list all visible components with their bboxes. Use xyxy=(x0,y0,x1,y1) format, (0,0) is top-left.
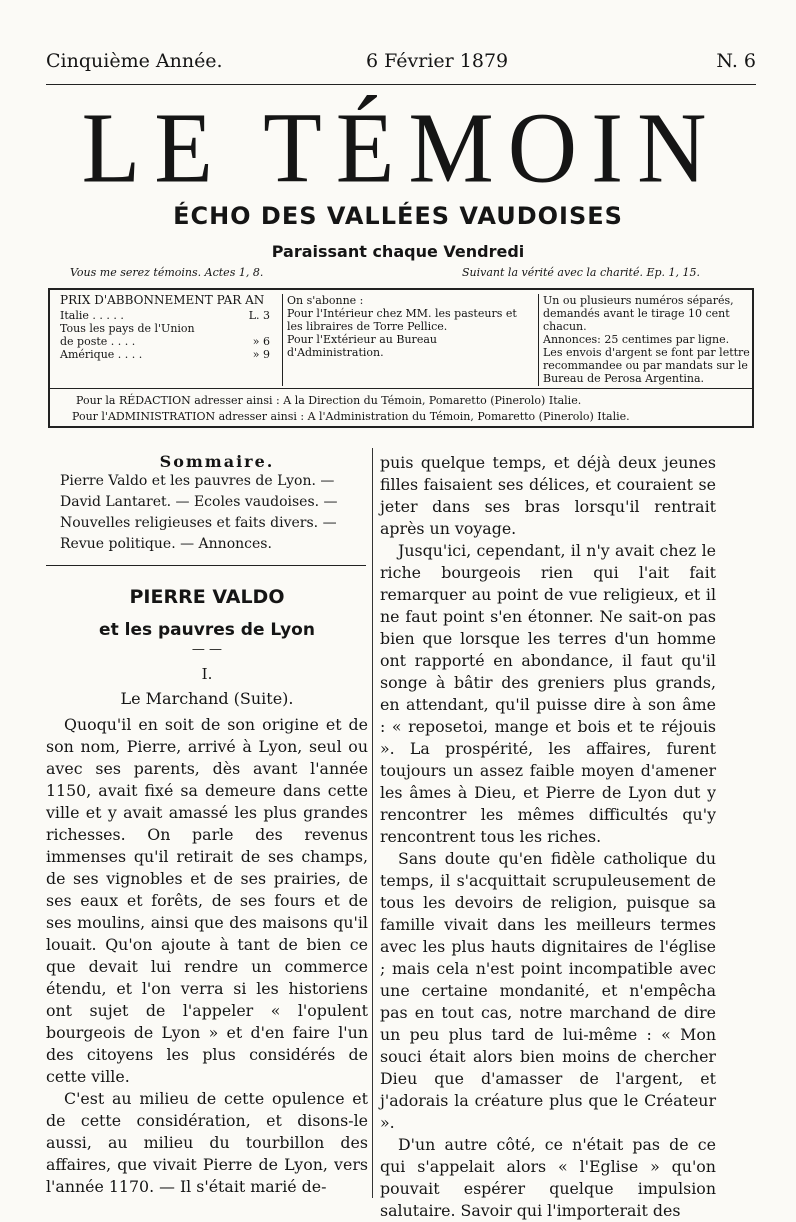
issue-number: N. 6 xyxy=(716,50,756,72)
where-line: Pour l'Extérieur au Bureau d'Administration. xyxy=(287,333,437,359)
subscription-where xyxy=(282,294,531,386)
sommaire-text: Pierre Valdo et les pauvres de Lyon. — David Lantaret. — Ecoles vaudoises. — Nouvelles religieuses et faits divers. — Revue politique. — Annonces. xyxy=(60,473,338,552)
right-column xyxy=(380,452,716,1222)
chapter-heading: Le Marchand (Suite). xyxy=(120,689,294,708)
article-body-right xyxy=(380,452,716,1222)
where-line: Pour l'Intérieur chez MM. les pasteurs et les libraires de Torre Pellice. xyxy=(287,307,517,333)
price-row: de poste . . . . » 6 xyxy=(60,335,270,348)
motto-left: Vous me serez témoins. Actes 1, 8. xyxy=(70,266,264,279)
article-subtitle: et les pauvres de Lyon xyxy=(99,620,315,640)
issue-year: Cinquième Année. xyxy=(46,50,223,72)
article-dash: — — xyxy=(191,642,223,657)
info-line: Annonces: 25 centimes par ligne. xyxy=(543,333,730,346)
subscription-heading: PRIX D'ABBONNEMENT PAR AN xyxy=(60,293,265,307)
where-line: On s'abonne : xyxy=(287,294,364,307)
article-body-left xyxy=(46,714,368,1198)
motto-right: Suivant la vérité avec la charité. Ep. 1, 15. xyxy=(462,266,700,279)
article-title: PIERRE VALDO xyxy=(129,586,285,608)
paragraph: Quoqu'il en soit de son origine et de son nom, Pierre, arrivé à Lyon, seul ou avec ses parents, dès avant l'année 1150, avait fixé sa demeure dans cette ville et y avait amassé les plus grandes richesses. On parle des revenus immenses qu'il retirait de ses champs, de ses vignobles et de ses prairies, de ses eaux et forêts, de ses fours et de ses moulins, ainsi que des maisons qu'il louait. Qu'on ajoute à tant de bien ce que devait lui rendre un commerce étendu, et l'on verra si les historiens ont sujet de l'appeler « l'opulent bourgeois de Lyon » et d'en faire l'un des citoyens les plus considérés de cette ville. xyxy=(46,715,368,1086)
box-separator xyxy=(50,388,752,389)
article-part: I. xyxy=(201,665,213,683)
subscription-prices xyxy=(60,294,270,361)
publication-frequency: Paraissant chaque Vendredi xyxy=(271,242,525,261)
issue-date: 6 Février 1879 xyxy=(366,50,509,72)
info-line: Un ou plusieurs numéros séparés, demandés avant le tirage 10 cent chacun. xyxy=(543,294,734,333)
info-line: Les envois d'argent se font par lettre recommandee ou par mandats sur le Bureau de Perosa Argentina. xyxy=(543,346,750,385)
header-rule xyxy=(46,84,756,85)
sommaire-title: Sommaire. xyxy=(159,452,275,471)
paragraph: Jusqu'ici, cependant, il n'y avait chez le riche bourgeois rien qui l'ait fait remarquer au point de vue religieux, et il ne faut point s'en étonner. Ne sait-on pas bien que lorsque les terres d'un homme ont rapporté en abondance, il faut qu'il songe à bâtir des greniers plus grands, en attendant, qu'il puisse dire à son âme : « reposetoi, mange et bois et te réjouis ». La prospérité, les affaires, furent toujours un assez faible moyen d'amener les âmes à Dieu, et Pierre de Lyon dut y rencontrer les mêmes difficultés qu'y rencontrent tous les riches. xyxy=(380,541,716,846)
price-row: Tous les pays de l'Union xyxy=(60,322,195,335)
left-column xyxy=(46,452,368,1198)
redaction-address: Pour la RÉDACTION adresser ainsi : A la Direction du Témoin, Pomaretto (Pinerolo) Italie. xyxy=(76,394,582,407)
subscription-info xyxy=(538,294,751,386)
section-rule xyxy=(46,565,366,566)
newspaper-title: LE TÉMOIN xyxy=(81,91,721,204)
paragraph: Sans doute qu'en fidèle catholique du temps, il s'acquittait scrupuleusement de tous les devoirs de religion, puisque sa famille vivait dans les meilleurs termes avec les plus hauts dignitaires de l'église ; mais cela n'est point incompatible avec une certaine mondanité, et n'empêcha pas en tout cas, notre marchand de dire un peu plus tard de lui-même : « Mon souci était alors bien moins de chercher Dieu que d'amasser de l'argent, et j'adorais la créature plus que le Créateur ». xyxy=(380,849,716,1132)
price-row: Amérique . . . . » 9 xyxy=(60,348,270,361)
paragraph: D'un autre côté, ce n'était pas de ce qui s'appelait alors « l'Eglise » qu'on pouvait espérer quelque impulsion salutaire. Savoir qui l'importerait des xyxy=(380,1135,716,1220)
subscription-box xyxy=(48,288,754,428)
column-divider xyxy=(372,448,373,1198)
paragraph: puis quelque temps, et déjà deux jeunes filles faisaient ses délices, et couraient se jeter dans ses bras lorsqu'il rentrait après un voyage. xyxy=(380,453,716,538)
newspaper-subtitle: ÉCHO DES VALLÉES VAUDOISES xyxy=(173,202,623,230)
paragraph: C'est au milieu de cette opulence et de cette considération, et disons-le aussi, au milieu du tourbillon des affaires, que vivait Pierre de Lyon, vers l'année 1170. — Il s'était marié de- xyxy=(46,1089,368,1196)
administration-address: Pour l'ADMINISTRATION adresser ainsi : A l'Administration du Témoin, Pomaretto (Pinerolo) Italie. xyxy=(72,410,630,423)
issue-header xyxy=(46,50,756,80)
price-row: Italie . . . . . L. 3 xyxy=(60,309,270,322)
